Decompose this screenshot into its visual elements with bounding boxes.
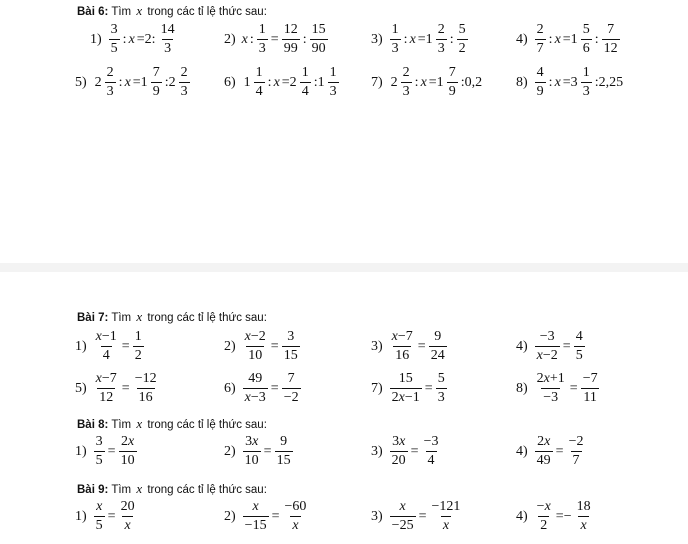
numerator: 1 (582, 65, 590, 80)
numerator: x (399, 499, 406, 514)
heading-bai9-rest: trong các tỉ lệ thức sau: (147, 484, 267, 496)
fraction (581, 66, 592, 99)
fraction (535, 66, 546, 99)
numerator: 7 (607, 22, 615, 37)
fraction (94, 435, 105, 468)
operator-text: : (403, 31, 408, 47)
denominator: 9 (536, 84, 544, 99)
denominator: 5 (110, 41, 118, 56)
denominator: 3 (106, 84, 114, 99)
heading-bai8-lead: Tìm (111, 419, 132, 431)
problem-number: 6) (224, 74, 236, 90)
fraction (535, 372, 567, 405)
numerator: 5 (437, 371, 445, 386)
operator-text: : (249, 31, 254, 47)
fraction (119, 500, 137, 533)
denominator: −25 (391, 518, 414, 533)
denominator: 3 (164, 41, 172, 56)
problem-number: 3) (371, 443, 383, 459)
fraction (457, 23, 468, 56)
variable-x: x (409, 31, 416, 47)
numerator: 2 (536, 22, 544, 37)
denominator: 12 (603, 41, 618, 56)
denominator: 3 (391, 41, 399, 56)
numerator: 12 (283, 22, 298, 37)
denominator: 3 (180, 84, 188, 99)
denominator: −15 (244, 518, 267, 533)
bai6-problem-1 (90, 23, 178, 56)
heading-bai6-rest: trong các tỉ lệ thức sau: (147, 6, 267, 18)
operator-text: : (548, 31, 553, 47)
denominator: 16 (138, 390, 153, 405)
denominator: 5 (95, 518, 103, 533)
fraction (179, 66, 190, 99)
fraction (133, 330, 144, 363)
operator-text: = (418, 508, 427, 524)
denominator: 4 (301, 84, 309, 99)
fraction (535, 23, 546, 56)
numerator: 1 (329, 65, 337, 80)
numerator: 20 (120, 499, 135, 514)
fraction (282, 23, 300, 56)
fraction (94, 500, 105, 533)
fraction (401, 66, 412, 99)
numerator: 3 (110, 22, 118, 37)
operator-text: =2: (136, 31, 156, 47)
heading-bai7-var: x (136, 309, 143, 324)
denominator: 3 (329, 84, 337, 99)
fraction (94, 330, 119, 363)
variable-x: x (554, 74, 561, 90)
fraction (390, 330, 415, 363)
denominator: 3 (582, 84, 590, 99)
operator-text: 2 (390, 74, 398, 90)
numerator: x−1 (95, 329, 117, 344)
problem-number: 1) (90, 31, 102, 47)
bai7-problem-3 (371, 330, 448, 363)
fraction (282, 500, 308, 533)
numerator: 5 (582, 22, 590, 37)
operator-text: = (271, 508, 280, 524)
numerator: 7 (287, 371, 295, 386)
denominator: 4 (102, 348, 110, 363)
denominator: 9 (152, 84, 160, 99)
denominator: 5 (95, 453, 103, 468)
fraction (535, 500, 553, 533)
numerator: 2 (106, 65, 114, 80)
operator-text: = (121, 338, 130, 354)
fraction (282, 372, 301, 405)
numerator: 4 (536, 65, 544, 80)
operator-text: = (263, 443, 272, 459)
numerator: 4 (575, 329, 583, 344)
fraction (300, 66, 311, 99)
operator-text: = (410, 443, 419, 459)
numerator: −3 (539, 329, 555, 344)
problem-number: 8) (516, 380, 528, 396)
problem-number: 7) (371, 380, 383, 396)
heading-bai7-title: Bài 7: (77, 312, 109, 324)
operator-text: = (270, 31, 279, 47)
denominator: −3 (543, 390, 559, 405)
denominator: 9 (448, 84, 456, 99)
fraction (94, 372, 119, 405)
operator-text: :2 (164, 74, 176, 90)
numerator: −60 (284, 499, 307, 514)
bai6-problem-8 (516, 66, 625, 99)
fraction (567, 435, 586, 468)
variable-x: x (554, 31, 561, 47)
numerator: 9 (434, 329, 442, 344)
bai7-problem-5 (75, 372, 160, 405)
bai7-problem-1 (75, 330, 145, 363)
numerator: 3 (95, 434, 103, 449)
operator-text: = (424, 380, 433, 396)
numerator: −12 (134, 371, 157, 386)
numerator: 18 (576, 499, 591, 514)
numerator: −121 (431, 499, 461, 514)
denominator: 7 (572, 453, 580, 468)
fraction (575, 500, 593, 533)
page-separator (0, 263, 688, 272)
numerator: x−2 (244, 329, 266, 344)
fraction (581, 372, 600, 405)
fraction (119, 435, 137, 468)
denominator: 12 (99, 390, 114, 405)
fraction (243, 435, 261, 468)
fraction (390, 23, 401, 56)
heading-bai6-var: x (136, 3, 143, 18)
numerator: 15 (311, 22, 326, 37)
problem-number: 4) (516, 31, 528, 47)
denominator: 7 (536, 41, 544, 56)
bai8-problem-3 (371, 435, 441, 468)
problem-number: 8) (516, 74, 528, 90)
denominator: x (292, 518, 299, 533)
fraction (243, 372, 268, 405)
bai6-problem-7 (371, 66, 484, 99)
numerator: x−7 (391, 329, 413, 344)
denominator: 2 (134, 348, 142, 363)
numerator: 9 (280, 434, 288, 449)
operator-text: =3 (562, 74, 578, 90)
fraction (133, 372, 159, 405)
numerator: 49 (248, 371, 263, 386)
problem-number: 5) (75, 74, 87, 90)
numerator: 14 (160, 22, 175, 37)
fraction (447, 66, 458, 99)
operator-text: = (569, 380, 578, 396)
fraction (151, 66, 162, 99)
variable-x: x (128, 31, 135, 47)
denominator: 10 (244, 453, 259, 468)
problem-number: 2) (224, 31, 236, 47)
numerator: 1 (134, 329, 142, 344)
fraction (581, 23, 592, 56)
bai6-problem-5 (75, 66, 191, 99)
operator-text: :2,25 (594, 74, 624, 90)
numerator: 2x (120, 434, 135, 449)
numerator: 3x (245, 434, 259, 449)
numerator: 1 (255, 65, 263, 80)
variable-x: x (124, 74, 131, 90)
bai9-problem-3 (371, 500, 463, 533)
fraction (105, 66, 116, 99)
bai9-problem-4 (516, 500, 594, 533)
heading-bai8-rest: trong các tỉ lệ thức sau: (147, 419, 267, 431)
bai6-problem-6 (224, 66, 340, 99)
problem-number: 1) (75, 508, 87, 524)
numerator: 7 (448, 65, 456, 80)
operator-text: = (555, 443, 564, 459)
operator-text: = (107, 508, 116, 524)
numerator: 2 (437, 22, 445, 37)
problem-number: 4) (516, 443, 528, 459)
numerator: 1 (391, 22, 399, 37)
numerator: 3x (392, 434, 406, 449)
problem-number: 6) (224, 380, 236, 396)
denominator: 4 (255, 84, 263, 99)
denominator: 15 (283, 348, 298, 363)
bai6-problem-3 (371, 23, 469, 56)
problem-number: 3) (371, 338, 383, 354)
heading-bai6 (77, 3, 267, 19)
denominator: x (442, 518, 450, 533)
bai8-problem-2 (224, 435, 294, 468)
problem-number: 2) (224, 338, 236, 354)
operator-text: = (417, 338, 426, 354)
numerator: 15 (398, 371, 413, 386)
denominator: 15 (276, 453, 291, 468)
numerator: 2x (537, 434, 551, 449)
fraction (243, 330, 268, 363)
denominator: 3 (437, 41, 445, 56)
operator-text: : (548, 74, 553, 90)
variable-x: x (241, 31, 248, 47)
fraction (310, 23, 328, 56)
numerator: 7 (152, 65, 160, 80)
denominator: −2 (283, 390, 299, 405)
problem-number: 3) (371, 31, 383, 47)
numerator: 5 (458, 22, 466, 37)
bai6-problem-4 (516, 23, 621, 56)
heading-bai7-rest: trong các tỉ lệ thức sau: (147, 312, 267, 324)
bai9-problem-2 (224, 500, 309, 533)
denominator: x (124, 518, 131, 533)
bai9-problem-1 (75, 500, 138, 533)
fraction (275, 435, 293, 468)
operator-text: =1 (132, 74, 148, 90)
heading-bai7 (77, 309, 267, 325)
bai7-problem-8 (516, 372, 601, 405)
denominator: 2 (458, 41, 466, 56)
fraction (390, 500, 416, 533)
operator-text: :0,2 (460, 74, 483, 90)
operator-text: : (414, 74, 419, 90)
fraction (602, 23, 620, 56)
bai7-problem-6 (224, 372, 302, 405)
denominator: 10 (120, 453, 135, 468)
variable-x: x (273, 74, 280, 90)
numerator: 2x+1 (536, 371, 565, 386)
fraction (422, 435, 441, 468)
operator-text: =1 (417, 31, 433, 47)
denominator: 6 (582, 41, 590, 56)
bai7-problem-4 (516, 330, 586, 363)
bai8-problem-1 (75, 435, 138, 468)
denominator: 2 (540, 518, 548, 533)
operator-text: :1 (313, 74, 325, 90)
operator-text: = (562, 338, 571, 354)
fraction (429, 330, 447, 363)
problem-number: 7) (371, 74, 383, 90)
denominator: 20 (391, 453, 406, 468)
numerator: 3 (287, 329, 295, 344)
denominator: x−3 (244, 390, 266, 405)
denominator: 3 (258, 41, 266, 56)
denominator: 10 (248, 348, 263, 363)
heading-bai8-var: x (136, 416, 143, 431)
operator-text: = (107, 443, 116, 459)
operator-text: : (118, 74, 123, 90)
numerator: 2 (402, 65, 410, 80)
numerator: −x (536, 499, 551, 514)
denominator: x−2 (536, 348, 558, 363)
operator-text: : (302, 31, 307, 47)
numerator: −7 (582, 371, 598, 386)
heading-bai9-var: x (136, 481, 143, 496)
denominator: 3 (402, 84, 410, 99)
numerator: x (252, 499, 259, 514)
numerator: 1 (258, 22, 266, 37)
problem-number: 2) (224, 508, 236, 524)
fraction (535, 330, 560, 363)
numerator: 2 (180, 65, 188, 80)
operator-text: : (267, 74, 272, 90)
fraction (535, 435, 553, 468)
bai6-problem-2 (224, 23, 329, 56)
operator-text: = (270, 380, 279, 396)
denominator: 5 (575, 348, 583, 363)
operator-text: =1 (428, 74, 444, 90)
fraction (436, 23, 447, 56)
denominator: 11 (583, 390, 597, 405)
operator-text: =− (555, 508, 572, 524)
variable-x: x (420, 74, 427, 90)
denominator: 3 (437, 390, 445, 405)
operator-text: 2 (94, 74, 102, 90)
heading-bai6-lead: Tìm (111, 6, 132, 18)
denominator: 4 (427, 453, 435, 468)
operator-text: = (121, 380, 130, 396)
operator-text: : (449, 31, 454, 47)
heading-bai8 (77, 416, 267, 432)
operator-text: 1 (243, 74, 251, 90)
heading-bai9 (77, 481, 267, 497)
fraction (574, 330, 585, 363)
problem-number: 2) (224, 443, 236, 459)
bai8-problem-4 (516, 435, 586, 468)
heading-bai6-title: Bài 6: (77, 6, 109, 18)
heading-bai8-title: Bài 8: (77, 419, 109, 431)
operator-text: =1 (562, 31, 578, 47)
fraction (159, 23, 177, 56)
numerator: x (96, 499, 103, 514)
heading-bai7-lead: Tìm (111, 312, 132, 324)
denominator: 16 (395, 348, 410, 363)
operator-text: = (270, 338, 279, 354)
fraction (390, 372, 422, 405)
denominator: 99 (283, 41, 298, 56)
bai7-problem-2 (224, 330, 301, 363)
problem-number: 1) (75, 338, 87, 354)
problem-number: 3) (371, 508, 383, 524)
operator-text: : (594, 31, 599, 47)
problem-number: 4) (516, 338, 528, 354)
operator-text: =2 (281, 74, 297, 90)
numerator: −2 (568, 434, 584, 449)
problem-number: 5) (75, 380, 87, 396)
denominator: 90 (311, 41, 326, 56)
fraction (109, 23, 120, 56)
problem-number: 1) (75, 443, 87, 459)
fraction (390, 435, 408, 468)
fraction (282, 330, 300, 363)
denominator: 49 (536, 453, 551, 468)
problem-number: 4) (516, 508, 528, 524)
numerator: x−7 (95, 371, 117, 386)
fraction (254, 66, 265, 99)
fraction (436, 372, 447, 405)
bai7-problem-7 (371, 372, 448, 405)
fraction (257, 23, 268, 56)
denominator: 2x−1 (391, 390, 420, 405)
fraction (328, 66, 339, 99)
heading-bai9-title: Bài 9: (77, 484, 109, 496)
heading-bai9-lead: Tìm (111, 484, 132, 496)
denominator: 24 (430, 348, 445, 363)
fraction (243, 500, 269, 533)
fraction (429, 500, 462, 533)
operator-text: : (122, 31, 127, 47)
numerator: −3 (423, 434, 439, 449)
denominator: x (580, 518, 587, 533)
numerator: 1 (301, 65, 309, 80)
